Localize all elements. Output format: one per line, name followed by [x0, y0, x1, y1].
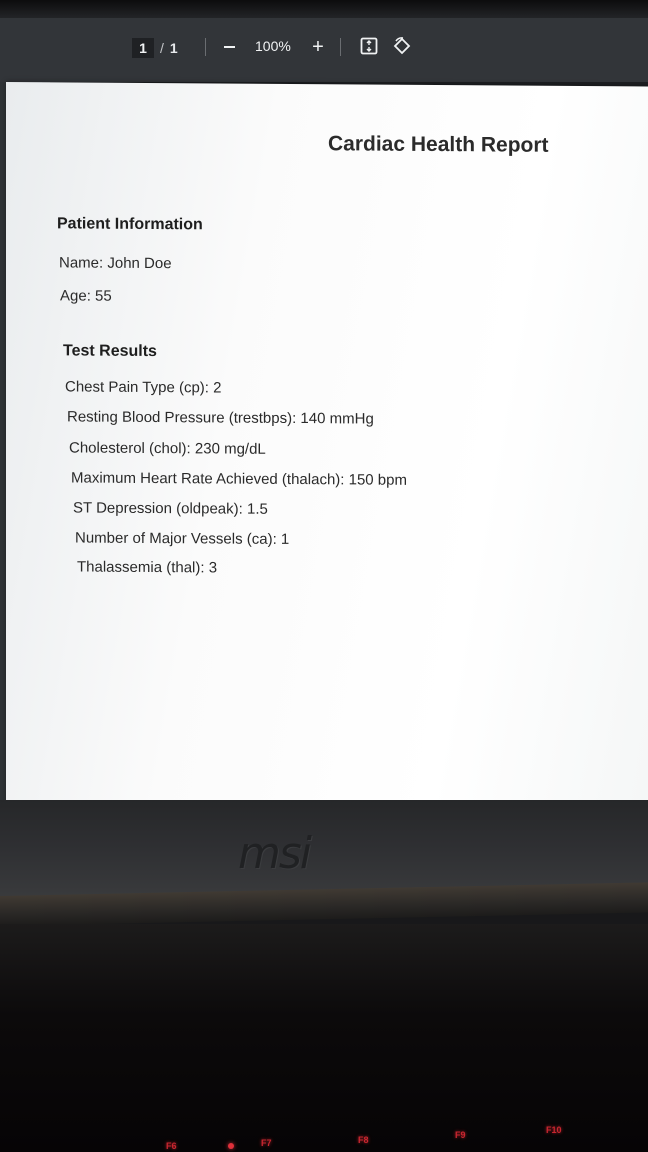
function-key-f7: F7: [261, 1138, 272, 1148]
page-separator: /: [160, 40, 164, 56]
fit-to-page-icon[interactable]: [360, 37, 378, 55]
function-key-f6: F6: [166, 1141, 177, 1151]
test-result-item: Thalassemia (thal): 3: [77, 558, 218, 577]
keyboard-led-icon: [228, 1143, 234, 1149]
laptop-keyboard-deck: [0, 924, 648, 1152]
patient-information-heading: Patient Information: [57, 215, 203, 234]
zoom-out-button[interactable]: [220, 36, 238, 58]
monitor-top-bezel: [0, 0, 648, 18]
zoom-level-input[interactable]: 100%: [255, 38, 291, 54]
page-indicator: [132, 37, 178, 59]
pdf-document-page: [6, 82, 648, 812]
test-result-item: Cholesterol (chol): 230 mg/dL: [69, 439, 266, 458]
page-total: 1: [169, 40, 178, 56]
test-result-item: Maximum Heart Rate Achieved (thalach): 150 bpm: [71, 469, 407, 489]
patient-name: Name: John Doe: [59, 254, 172, 273]
zoom-in-button[interactable]: +: [312, 36, 324, 58]
toolbar-divider: [340, 38, 341, 56]
report-title: Cardiac Health Report: [328, 132, 549, 157]
toolbar-divider: [205, 38, 206, 56]
test-result-item: Resting Blood Pressure (trestbps): 140 mmHg: [67, 408, 374, 428]
page-number-input[interactable]: 1: [132, 38, 154, 58]
test-result-item: Chest Pain Type (cp): 2: [65, 378, 222, 397]
test-result-item: ST Depression (oldpeak): 1.5: [73, 499, 268, 518]
pdf-viewer-toolbar: [0, 18, 648, 82]
test-result-item: Number of Major Vessels (ca): 1: [75, 529, 290, 548]
function-key-f9: F9: [455, 1130, 466, 1140]
msi-logo: msi: [238, 828, 311, 879]
test-results-heading: Test Results: [63, 342, 157, 361]
function-key-f10: F10: [546, 1125, 562, 1135]
patient-age: Age: 55: [60, 287, 112, 305]
rotate-icon[interactable]: [392, 36, 412, 56]
function-key-f8: F8: [358, 1135, 369, 1145]
